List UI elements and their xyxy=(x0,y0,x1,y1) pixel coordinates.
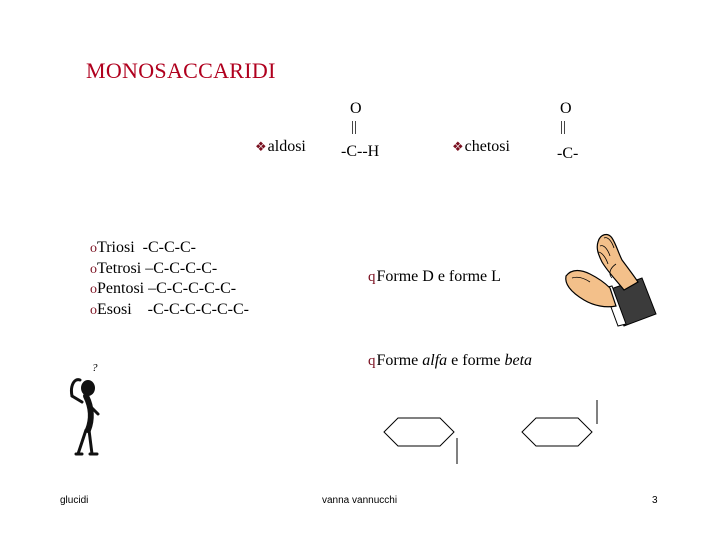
chetosi-double-bond: || xyxy=(560,119,567,135)
question-mark: ? xyxy=(92,362,98,374)
aldosi-group: -C--H xyxy=(341,143,380,160)
slide-title: MONOSACCARIDI xyxy=(86,58,276,83)
chetosi-item xyxy=(452,138,510,156)
square-bullet-icon: q xyxy=(368,269,376,285)
forms-item-d-l: qForme D e forme L xyxy=(368,268,501,285)
list-item: oTriosi -C-C-C- xyxy=(90,239,196,256)
chetosi-oxygen: O xyxy=(560,100,572,117)
page-number: 3 xyxy=(652,495,658,506)
diamond-bullet-icon: ❖ xyxy=(255,139,267,154)
circle-bullet-icon: o xyxy=(90,302,97,318)
thinking-stick-figure-icon xyxy=(62,368,110,460)
footer-left: glucidi xyxy=(60,495,89,506)
list-item: oTetrosi –C-C-C-C- xyxy=(90,259,218,277)
footer-author: vanna vannucchi xyxy=(322,495,398,506)
diamond-bullet-icon: ❖ xyxy=(452,139,464,154)
circle-bullet-icon: o xyxy=(90,241,97,256)
clapping-hands-icon xyxy=(538,228,658,328)
carbon-chain-list xyxy=(90,238,249,320)
hexagon-ring-icon xyxy=(380,398,470,466)
square-bullet-icon: q xyxy=(368,353,376,369)
hexagon-ring-icon xyxy=(518,398,608,466)
chetosi-group: -C- xyxy=(557,145,579,162)
aldosi-item xyxy=(255,138,306,156)
circle-bullet-icon: o xyxy=(90,261,97,277)
chetosi-label: chetosi xyxy=(464,138,510,155)
aldosi-label: aldosi xyxy=(267,138,306,155)
aldosi-double-bond: || xyxy=(351,119,358,135)
list-item: oEsosi -C-C-C-C-C-C- xyxy=(90,300,249,318)
aldosi-oxygen: O xyxy=(350,100,362,117)
circle-bullet-icon: o xyxy=(90,282,97,297)
forms-item-alfa-beta: qForme alfa e forme beta xyxy=(368,352,533,369)
list-item: oPentosi –C-C-C-C-C- xyxy=(90,280,237,297)
